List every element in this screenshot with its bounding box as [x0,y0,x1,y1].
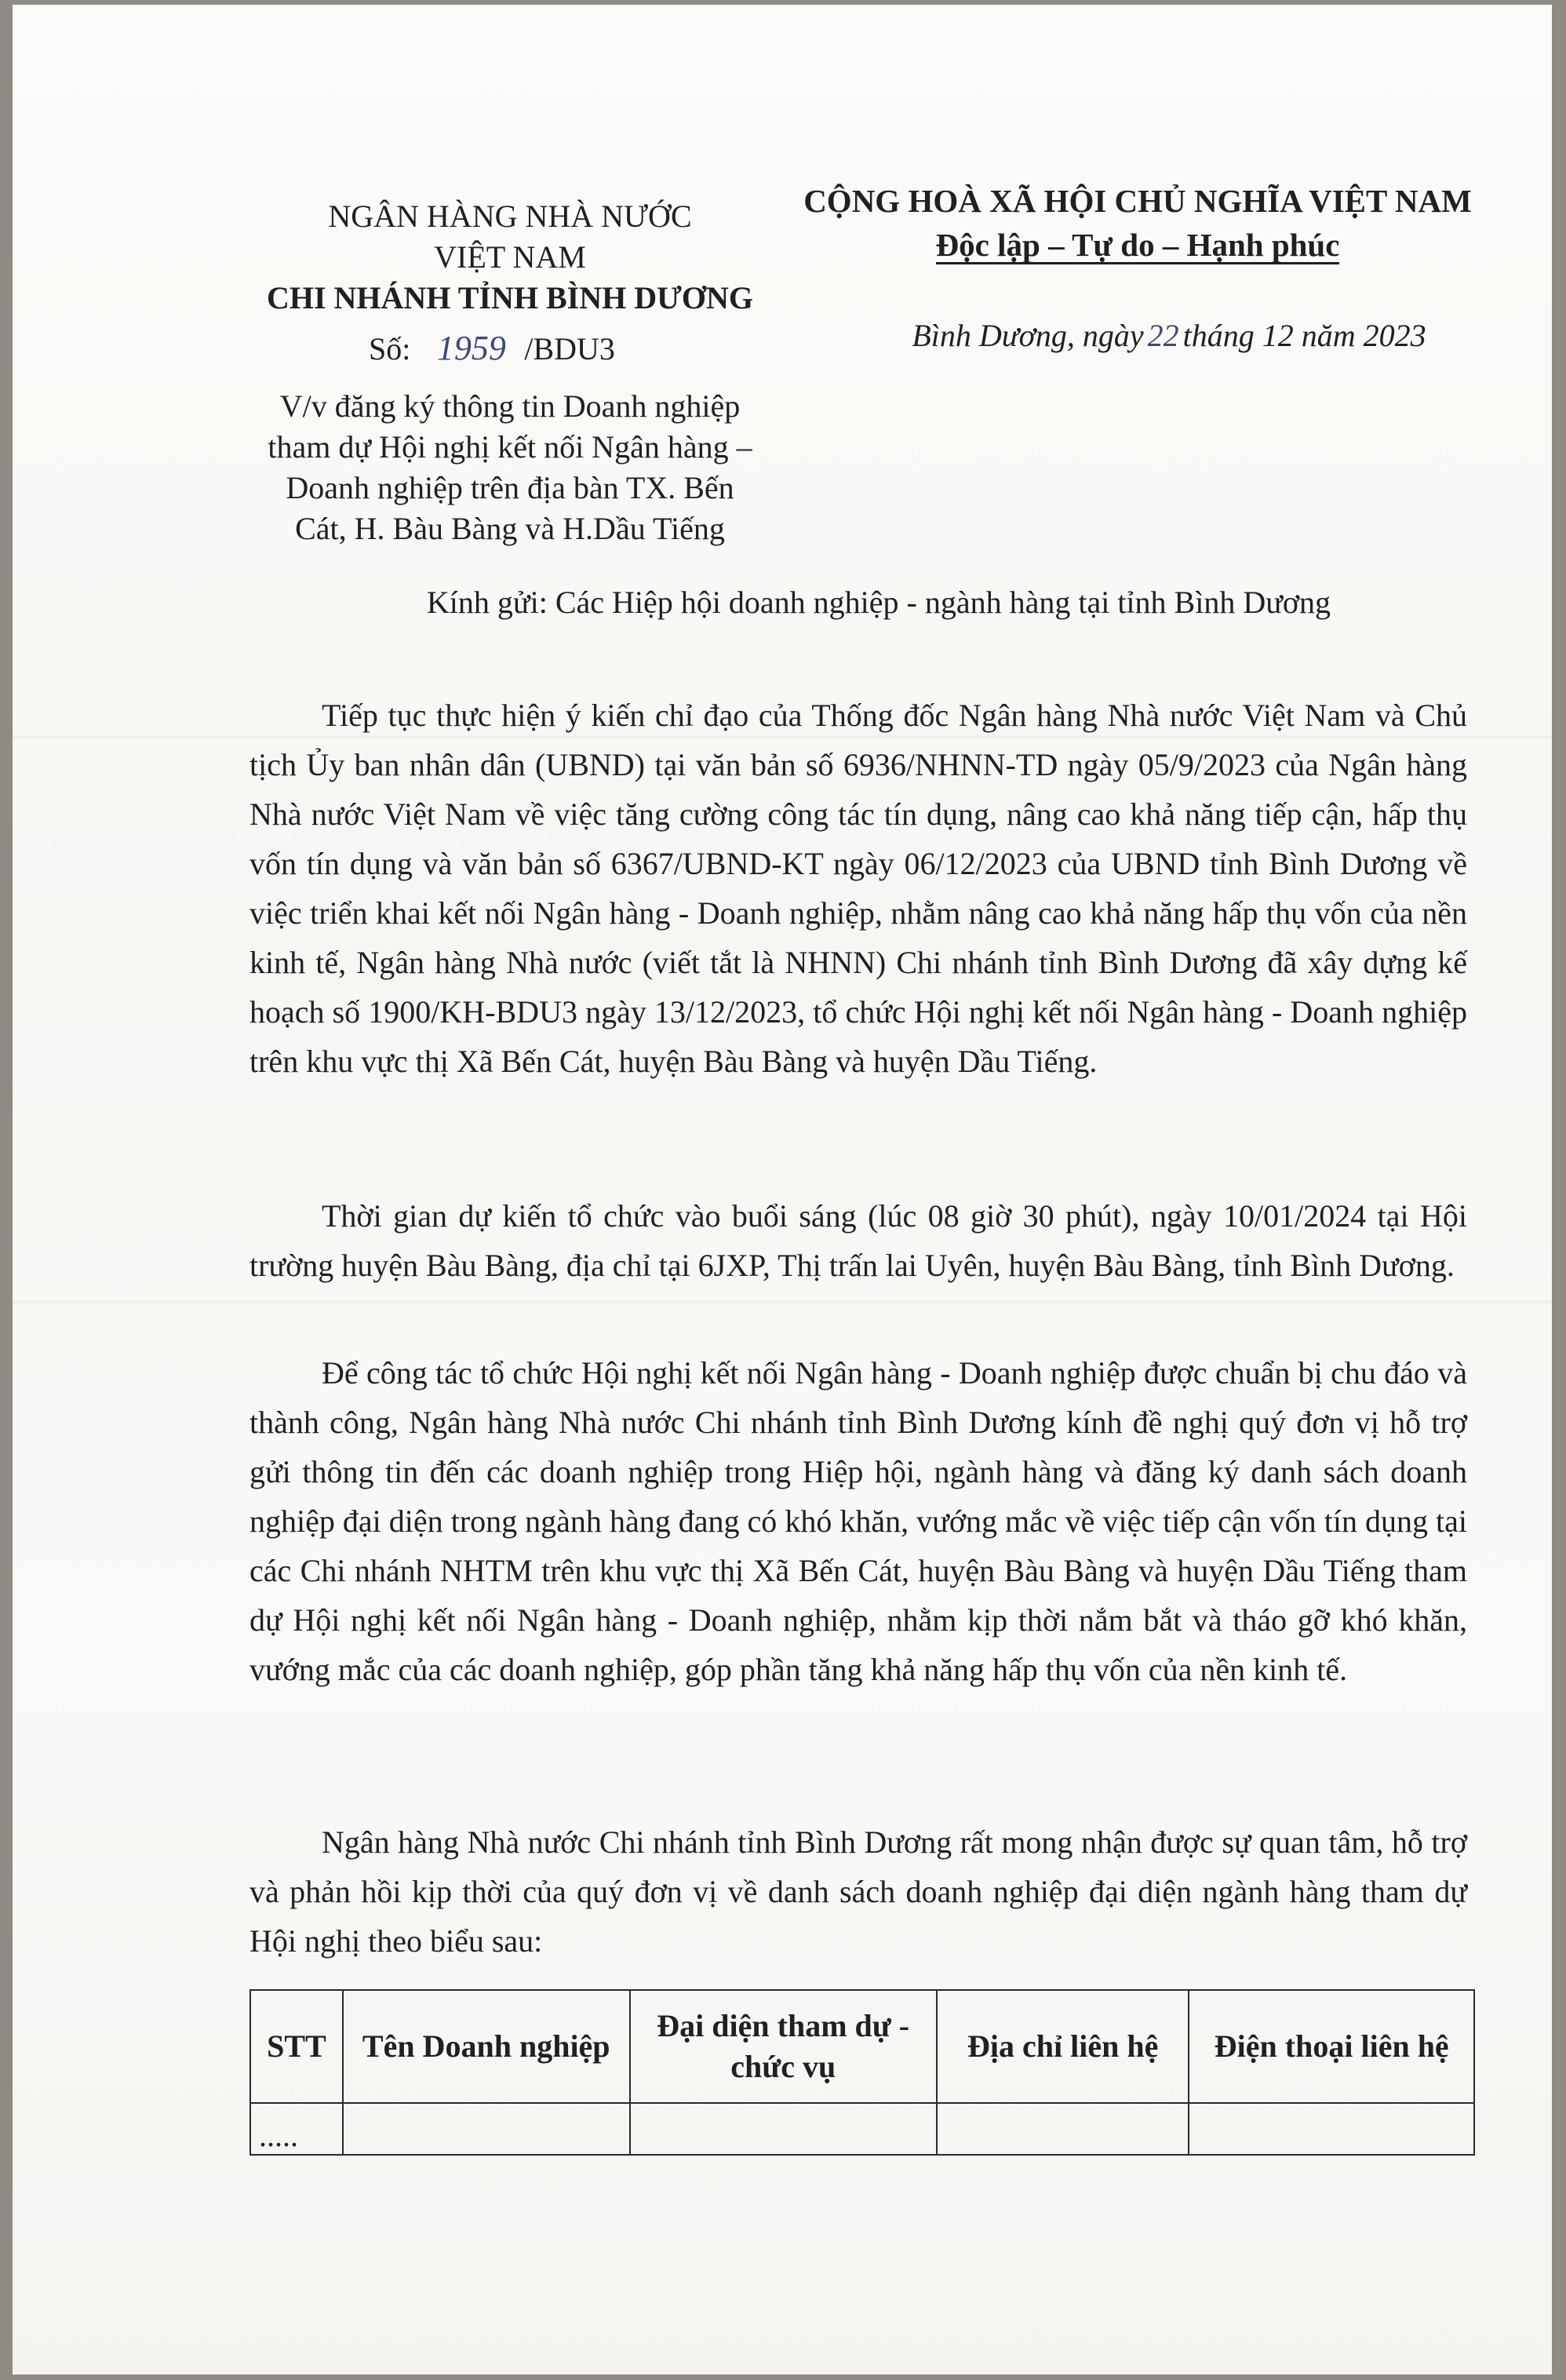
national-motto: Độc lập – Tự do – Hạnh phúc [935,227,1340,263]
recipient-line: Kính gửi: Các Hiệp hội doanh nghiệp - ngành hàng tại tỉnh Bình Dương [426,585,1331,620]
table-cell [937,2103,1189,2155]
table-row [250,2103,1474,2155]
table-header-row [250,1990,1474,2103]
date-line [863,315,1475,356]
header-representative: Đại diện tham dự - chức vụ [630,1990,937,2103]
table-cell [630,2103,937,2155]
subject-line: tham dự Hội nghị kết nối Ngân hàng – [268,429,752,465]
table-cell-stt: ..... [250,2103,343,2155]
header-phone: Điện thoại liên hệ [1189,1990,1474,2103]
table-cell [1189,2103,1474,2155]
paper-fold-line [13,1299,1552,1304]
header-address: Địa chỉ liên hệ [937,1990,1189,2103]
paragraph-text: Tiếp tục thực hiện ý kiến chỉ đạo của Thống đốc Ngân hàng Nhà nước Việt Nam và Chủ tịch Ủy ban nhân dân (UBND) tại văn bản số 6936/NHNN-TD ngày 05/9/2023 của Ngân hàng Nhà nước Việt Nam về việc tăng cường công tác tín dụng, nâng cao khả năng tiếp cận, hấp thụ vốn tín dụng và văn bản số 6367/UBND-KT ngày 06/12/2023 của UBND tỉnh Bình Dương về việc triển khai kết nối Ngân hàng - Doanh nghiệp, nhằm nâng cao khả năng hấp thụ vốn của nền kinh tế, Ngân hàng Nhà nước (viết tắt là NHNN) Chi nhánh tỉnh Bình Dương đã xây dựng kế hoạch số 1900/KH-BDU3 ngày 13/12/2023, tổ chức Hội nghị kết nối Ngân hàng - Doanh nghiệp trên khu vực thị Xã Bến Cát, huyện Bàu Bàng và huyện Dầu Tiếng. [249,698,1467,1079]
paragraph-text: Ngân hàng Nhà nước Chi nhánh tỉnh Bình Dương rất mong nhận được sự quan tâm, hỗ trợ và phản hồi kịp thời của quý đơn vị về danh sách doanh nghiệp đại diện ngành hàng tham dự Hội nghị theo biểu sau: [249,1824,1467,1959]
body-paragraph-4 [249,1817,1467,1966]
header-stt: STT [250,1990,343,2103]
agency-branch: CHI NHÁNH TỈNH BÌNH DƯƠNG [266,280,754,315]
handwritten-day: 22 [1147,318,1179,353]
body-paragraph-3 [249,1348,1467,1694]
table-cell [343,2103,630,2155]
handwritten-number: 1959 [436,329,506,367]
national-title: CỘNG HOÀ XÃ HỘI CHỦ NGHĨA VIỆT NAM [803,183,1472,219]
agency-line-2: VIỆT NAM [434,239,586,275]
document-number [369,328,667,370]
paragraph-text: Để công tác tổ chức Hội nghị kết nối Ngân hàng - Doanh nghiệp được chuẩn bị chu đáo và thành công, Ngân hàng Nhà nước Chi nhánh tỉnh Bình Dương kính đề nghị quý đơn vị hỗ trợ gửi thông tin đến các doanh nghiệp trong Hiệp hội, ngành hàng và đăng ký danh sách doanh nghiệp đại diện trong ngành hàng đang có khó khăn, vướng mắc về việc tiếp cận vốn tín dụng tại các Chi nhánh NHTM trên khu vực thị Xã Bến Cát, huyện Bàu Bàng và huyện Dầu Tiếng tham dự Hội nghị kết nối Ngân hàng - Doanh nghiệp, nhằm kịp thời nắm bắt và tháo gỡ khó khăn, vướng mắc của các doanh nghiệp, góp phần tăng khả năng hấp thụ vốn của nền kinh tế. [249,1355,1467,1687]
body-paragraph-2 [249,1191,1467,1290]
subject-line: Cát, H. Bàu Bàng và H.Dầu Tiếng [295,511,725,546]
subject-block [235,386,785,549]
national-heading [785,179,1491,267]
date-suffix: tháng 12 năm 2023 [1182,318,1426,353]
subject-line: V/v đăng ký thông tin Doanh nghiệp [279,388,741,424]
date-prefix: Bình Dương, ngày [912,318,1144,353]
issuing-agency [235,196,785,319]
registration-table [249,1989,1475,2156]
number-prefix: Số: [369,331,411,366]
number-suffix: /BDU3 [524,331,615,366]
body-paragraph-1 [249,691,1467,1086]
subject-line: Doanh nghiệp trên địa bàn TX. Bến [286,470,734,505]
header-company-name: Tên Doanh nghiệp [343,1990,630,2103]
agency-line-1: NGÂN HÀNG NHÀ NƯỚC [328,199,692,234]
paragraph-text: Thời gian dự kiến tổ chức vào buổi sáng (lúc 08 giờ 30 phút), ngày 10/01/2024 tại Hội trường huyện Bàu Bàng, địa chỉ tại 6JXP, Thị trấn lai Uyên, huyện Bàu Bàng, tỉnh Bình Dương. [249,1198,1467,1283]
